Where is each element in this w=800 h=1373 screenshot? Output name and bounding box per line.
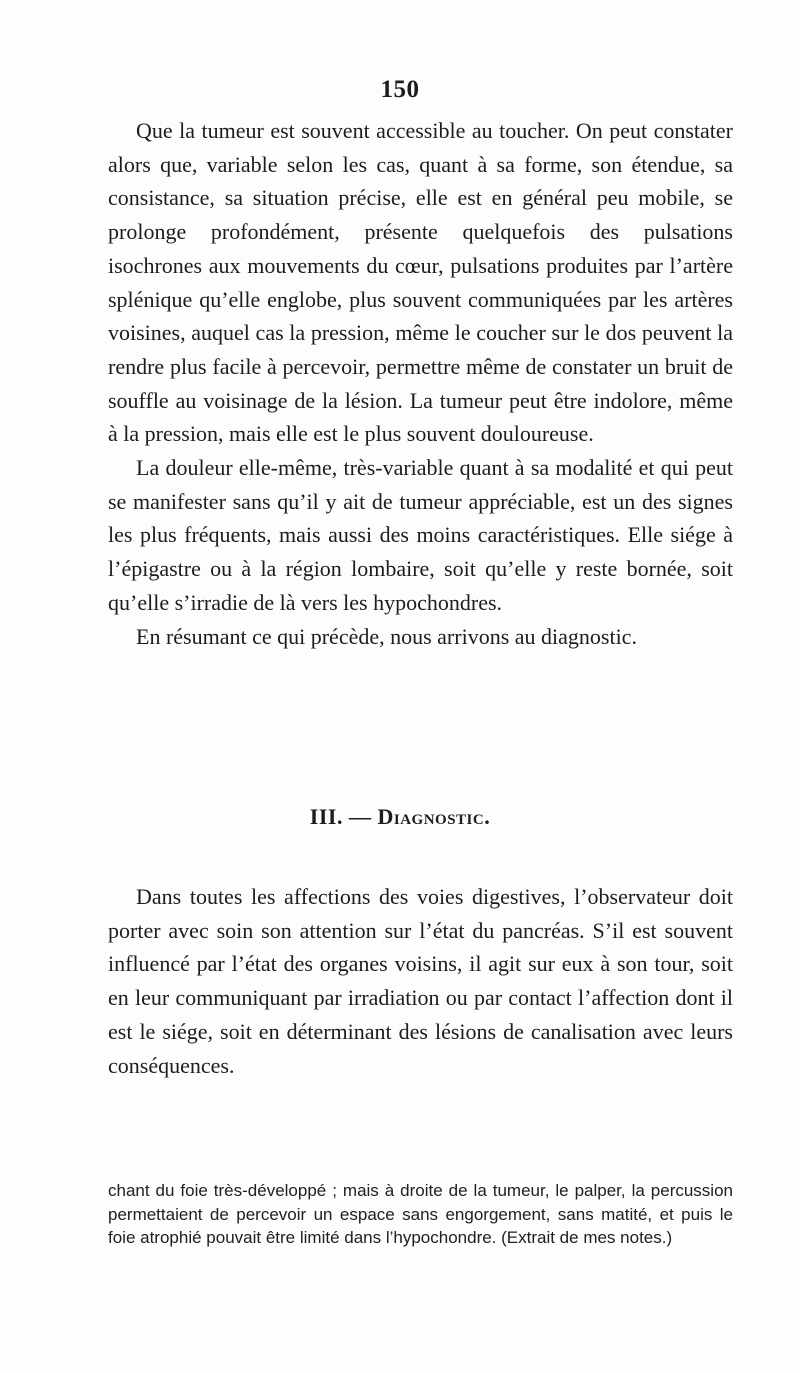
- paragraph: Que la tumeur est souvent accessible au toucher. On peut constater alors que, variable selon les cas, quant à sa forme, son étendue, sa consistance, sa situation précise, elle est en général peu mobile, se prolonge profondément, présente quelquefois des pulsations isochrones aux mouvements du cœur, pulsations produites par l’artère splénique qu’elle englobe, plus souvent communiquées par les artères voisines, auquel cas la pression, même le coucher sur le dos peuvent la rendre plus facile à percevoir, permettre même de constater un bruit de souffle au voisinage de la lésion. La tumeur peut être indolore, même à la pression, mais elle est le plus souvent douloureuse.: [108, 118, 733, 447]
- paragraph: Dans toutes les affections des voies digestives, l’observateur doit porter avec soin son attention sur l’état du pancréas. S’il est souvent influencé par l’état des organes voisins, il agit sur eux à son tour, soit en leur communiquant par irradiation ou par contact l’affection dont il est le siége, soit en déterminant des lésions de canalisation avec leurs conséquences.: [108, 884, 733, 1078]
- section-text-symptoms: [108, 114, 733, 653]
- section-text-diagnostic: [108, 880, 733, 1082]
- footnote: chant du foie très-développé ; mais à droite de la tumeur, le palper, la percussion permettaient de percevoir un espace sans engorgement, sans matité, et puis le foie atrophié pouvait être limité dans l’hypochondre. (Extrait de mes notes.): [108, 1181, 733, 1247]
- section-dash: —: [348, 804, 372, 829]
- paragraph: En résumant ce qui précède, nous arrivons au diagnostic.: [136, 623, 637, 649]
- paragraph: La douleur elle-même, très-variable quant à sa modalité et qui peut se manifester sans qu’il y ait de tumeur appréciable, est un des signes les plus fréquents, mais aussi des moins caractéristiques. Elle siége à l’épigastre ou à la région lombaire, soit qu’elle y reste bornée, soit qu’elle s’irradie de là vers les hypochondres.: [108, 455, 733, 615]
- page-number: 150: [380, 76, 420, 103]
- section-heading: [0, 804, 800, 830]
- section-title: Diagnostic.: [377, 804, 491, 829]
- section-numeral: III.: [309, 804, 343, 829]
